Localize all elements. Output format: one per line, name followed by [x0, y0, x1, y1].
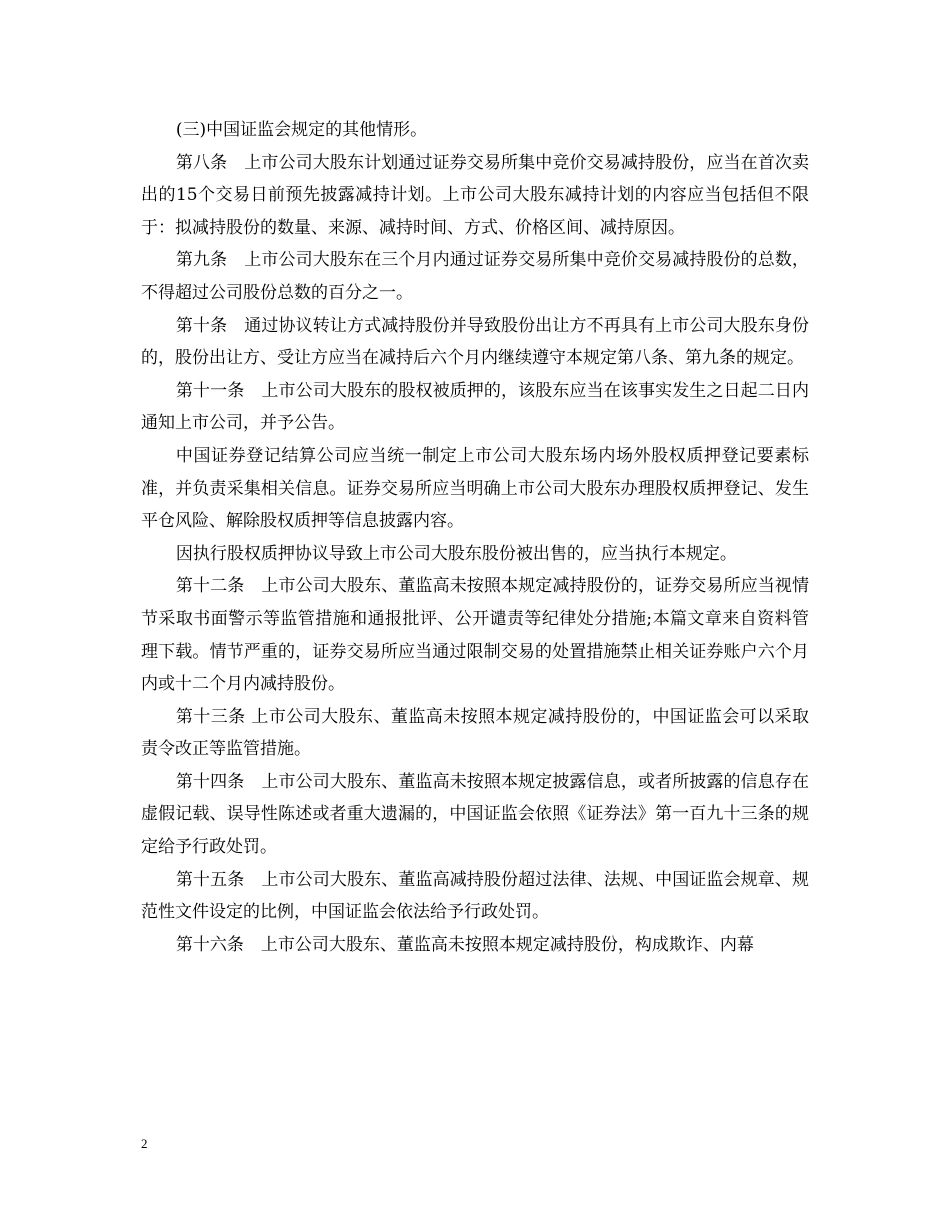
paragraph-article-15: 第十五条 上市公司大股东、董监高减持股份超过法律、法规、中国证监会规章、规范性文件设定的比例，中国证监会依法给予行政处罚。	[141, 869, 809, 923]
page-number: 2	[141, 1136, 148, 1151]
paragraph-article-13: 第十三条 上市公司大股东、董监高未按照本规定减持股份的，中国证监会可以采取责令改正等监管措施。	[141, 706, 809, 760]
paragraph-article-14: 第十四条 上市公司大股东、董监高未按照本规定披露信息，或者所披露的信息存在虚假记载、误导性陈述或者重大遗漏的，中国证监会依照《证券法》第一百九十三条的规定给予行政处罚。	[141, 771, 809, 858]
paragraph-article-12: 第十二条 上市公司大股东、董监高未按照本规定减持股份的，证券交易所应当视情节采取书面警示等监管措施和通报批评、公开谴责等纪律处分措施;本篇文章来自资料管理下载。情节严重的，证券交易所应当通过限制交易的处置措施禁止相关证券账户六个月内或十二个月内减持股份。	[141, 576, 809, 695]
paragraph-article-8: 第八条 上市公司大股东计划通过证券交易所集中竞价交易减持股份，应当在首次卖出的15个交易日前预先披露减持计划。上市公司大股东减持计划的内容应当包括但不限于：拟减持股份的数量、来源、减持时间、方式、价格区间、减持原因。	[141, 152, 809, 238]
paragraph-article-9: 第九条 上市公司大股东在三个月内通过证券交易所集中竞价交易减持股份的总数，不得超过公司股份总数的百分之一。	[141, 250, 809, 303]
document-body	[141, 114, 809, 961]
paragraph-article-11-execution: 因执行股权质押协议导致上市公司大股东股份被出售的，应当执行本规定。	[175, 543, 737, 564]
paragraph-clause-3-other: (三)中国证监会规定的其他情形。	[175, 120, 428, 140]
paragraph-article-10: 第十条 通过协议转让方式减持股份并导致股份出让方不再具有上市公司大股东身份的，股份出让方、受让方应当在减持后六个月内继续遵守本规定第八条、第九条的规定。	[141, 315, 809, 369]
paragraph-article-11-registration: 中国证券登记结算公司应当统一制定上市公司大股东场内场外股权质押登记要素标准，并负责采集相关信息。证券交易所应当明确上市公司大股东办理股权质押登记、发生平仓风险、解除股权质押等信息披露内容。	[141, 445, 809, 532]
paragraph-article-16: 第十六条 上市公司大股东、董监高未按照本规定减持股份，构成欺诈、内幕	[175, 934, 754, 955]
paragraph-article-11: 第十一条 上市公司大股东的股权被质押的，该股东应当在该事实发生之日起二日内通知上市公司，并予公告。	[141, 380, 809, 434]
